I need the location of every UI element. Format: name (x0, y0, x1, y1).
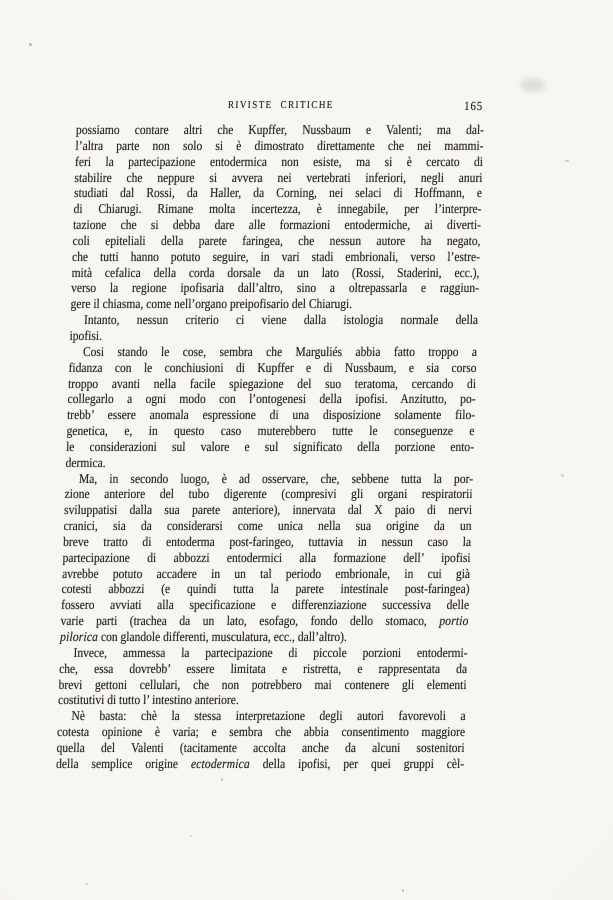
scan-speck (29, 43, 32, 46)
text-segment: Invece, ammessa la partecipazione di piccole porzioni entodermi- (73, 644, 468, 660)
text-segment: le considerazioni sul valore e sul significato della porzione ento- (65, 438, 475, 454)
text-line (65, 471, 473, 487)
text-segment: stabilire che neppure si avvera nei vertebrati inferiori, negli anuri (74, 169, 483, 185)
text-line (70, 296, 478, 312)
text-line (72, 233, 480, 249)
text-segment: quella del Valenti (tacitamente accolta anche da alcuni sostenitori (56, 739, 465, 755)
text-line (69, 328, 477, 344)
text-line (71, 280, 479, 296)
text-segment: Cosi stando le cose, sembra che Marguliés abbia fatto troppo a (82, 343, 478, 359)
text-line (57, 724, 465, 740)
text-segment: che tutti hanno potuto seguire, in vari stadi embrionali, verso l’estre- (71, 248, 481, 264)
page-header (77, 100, 485, 115)
text-segment: varie parti (trachea da un lato, esofago, fondo dello stomaco, (60, 613, 440, 629)
text-segment: che, essa dovrebb’ essere limitata e ristretta, e rappresentata da (58, 660, 468, 676)
text-line (58, 692, 466, 708)
page-number: 165 (463, 99, 484, 113)
text-line (63, 534, 471, 550)
text-segment: brevi gettoni cellulari, che non potrebbero mai contenere gli elementi (58, 676, 467, 692)
text-line (71, 265, 479, 281)
text-segment: breve tratto di entoderma post-faringeo, tuttavia in nessun caso la (62, 533, 472, 549)
text-line (67, 407, 475, 423)
text-line (73, 217, 481, 233)
text-segment: genetica, e, in questo caso muterebbero tutte le conseguenze e (66, 423, 475, 439)
text-line (74, 170, 482, 186)
text-line (60, 613, 468, 629)
body-text (56, 122, 484, 772)
scan-smudge (520, 78, 546, 92)
text-segment: studiati dal Rossi, da Haller, da Corning, nei selaci di Hoffmann, e (73, 185, 483, 201)
text-line (63, 518, 471, 534)
text-segment: trebb’ essere anomala espressione di una disposizione solamente filo- (66, 407, 476, 423)
text-line (59, 661, 467, 677)
text-segment: Ma, in secondo luogo, è ad osservare, che, sebbene tutta la por- (78, 470, 474, 486)
text-line (61, 581, 469, 597)
text-line (56, 756, 464, 772)
text-line (68, 360, 476, 376)
text-line (58, 677, 466, 693)
text-segment: troppo avanti nella facile spiegazione del suo teratoma, cercando di (67, 375, 477, 391)
text-segment: della semplice origine (55, 755, 192, 771)
text-segment: dermica. (65, 454, 106, 470)
text-line (70, 312, 478, 328)
text-segment: ipofisi. (69, 327, 103, 343)
running-title: RIVISTE CRITICHE (227, 100, 334, 111)
text-line (73, 201, 481, 217)
text-segment: collegarlo a ogni modo con l’ontogenesi della ipofisi. Anzitutto, po- (67, 391, 476, 407)
text-line (66, 423, 474, 439)
text-line (56, 740, 464, 756)
text-segment: gere il chiasma, come nell’organo preipofisario del Chiarugi. (70, 296, 353, 312)
text-segment: possiamo contare altri che Kupffer, Nussbaum e Valenti; ma dal- (75, 122, 485, 137)
text-line (75, 154, 483, 170)
text-segment: feri la partecipazione entodermica non esiste, ma si è cercato di (74, 153, 484, 169)
text-segment: fidanza con le conchiusioni di Kupffer e di Nussbaum, e sia corso (68, 359, 477, 375)
text-segment: zione anteriore del tubo digerente (compresivi gli organi respiratorii (64, 486, 473, 502)
text-segment: della ipofisi, per quei gruppi cèl- (249, 755, 465, 771)
text-segment: cotesti abbozzi (e quindi tutta la parete intestinale post-faringea) (61, 581, 470, 597)
text-line (72, 249, 480, 265)
text-line (67, 391, 475, 407)
scan-speck (85, 883, 88, 885)
text-segment: cranici, sia da considerarsi come unica nella sua origine da un (63, 518, 472, 534)
scan-speck (565, 160, 569, 162)
text-line (60, 629, 468, 645)
text-segment: di Chiarugi. Rimane molta incertezza, è innegabile, per l’interpre- (73, 201, 482, 217)
text-segment: Intanto, nessun criterio ci viene dalla istologia normale della (83, 312, 479, 328)
text-line (76, 122, 484, 138)
text-line (65, 455, 473, 471)
text-line (75, 138, 483, 154)
italic-text: ectodermica (190, 755, 251, 771)
text-segment: sviluppatisi dalla sua parete anteriore), innervata dal X paio di nervi (63, 502, 473, 518)
text-line (62, 566, 470, 582)
text-line (61, 597, 469, 613)
text-segment: cotesta opinione è varia; e sembra che abbia consentimento maggiore (56, 724, 466, 740)
italic-text: pilorica (59, 629, 99, 644)
text-line (74, 185, 482, 201)
text-segment: Nè basta: chè la stessa interpretazione degli autori favorevoli a (71, 708, 466, 724)
text-segment: avrebbe potuto accadere in un tal periodo embrionale, in cui già (61, 565, 471, 581)
text-line (59, 645, 467, 661)
text-segment: l’altra parte non solo si è dimostrato direttamente che nei mammi- (75, 137, 484, 153)
text-line (64, 486, 472, 502)
text-segment: mità cefalica della corda dorsale da un lato (Rossi, Staderini, ecc.), (71, 264, 480, 280)
text-segment: tazione che si debba dare alle formazioni entodermiche, ai diverti- (72, 217, 482, 233)
text-segment: costitutivi di tutto l’ intestino anteriore. (57, 692, 239, 708)
text-segment: fossero avviati alla specificazione e differenziazione successiva delle (60, 597, 470, 613)
text-segment: con glandole differenti, musculatura, ecc., dall’altro). (97, 629, 348, 644)
text-segment: partecipazione di abbozzi entodermici alla formazione dell’ ipofisi (62, 549, 471, 565)
scan-speck (190, 835, 192, 837)
text-line (64, 502, 472, 518)
text-segment: coli epiteliali della parete faringea, che nessun autore ha negato, (72, 232, 481, 248)
text-line (68, 376, 476, 392)
scan-speck (561, 474, 564, 477)
text-line (69, 344, 477, 360)
text-line (66, 439, 474, 455)
scan-speck (221, 778, 223, 781)
text-segment: verso la regione ipofisaria dall’altro, sino a oltrepassarla e raggiun- (70, 280, 480, 296)
italic-text: portio (439, 613, 469, 629)
scan-speck (402, 889, 404, 892)
text-column (56, 100, 485, 772)
scan-skew-wrapper (56, 100, 547, 772)
text-line (57, 708, 465, 724)
text-line (62, 550, 470, 566)
